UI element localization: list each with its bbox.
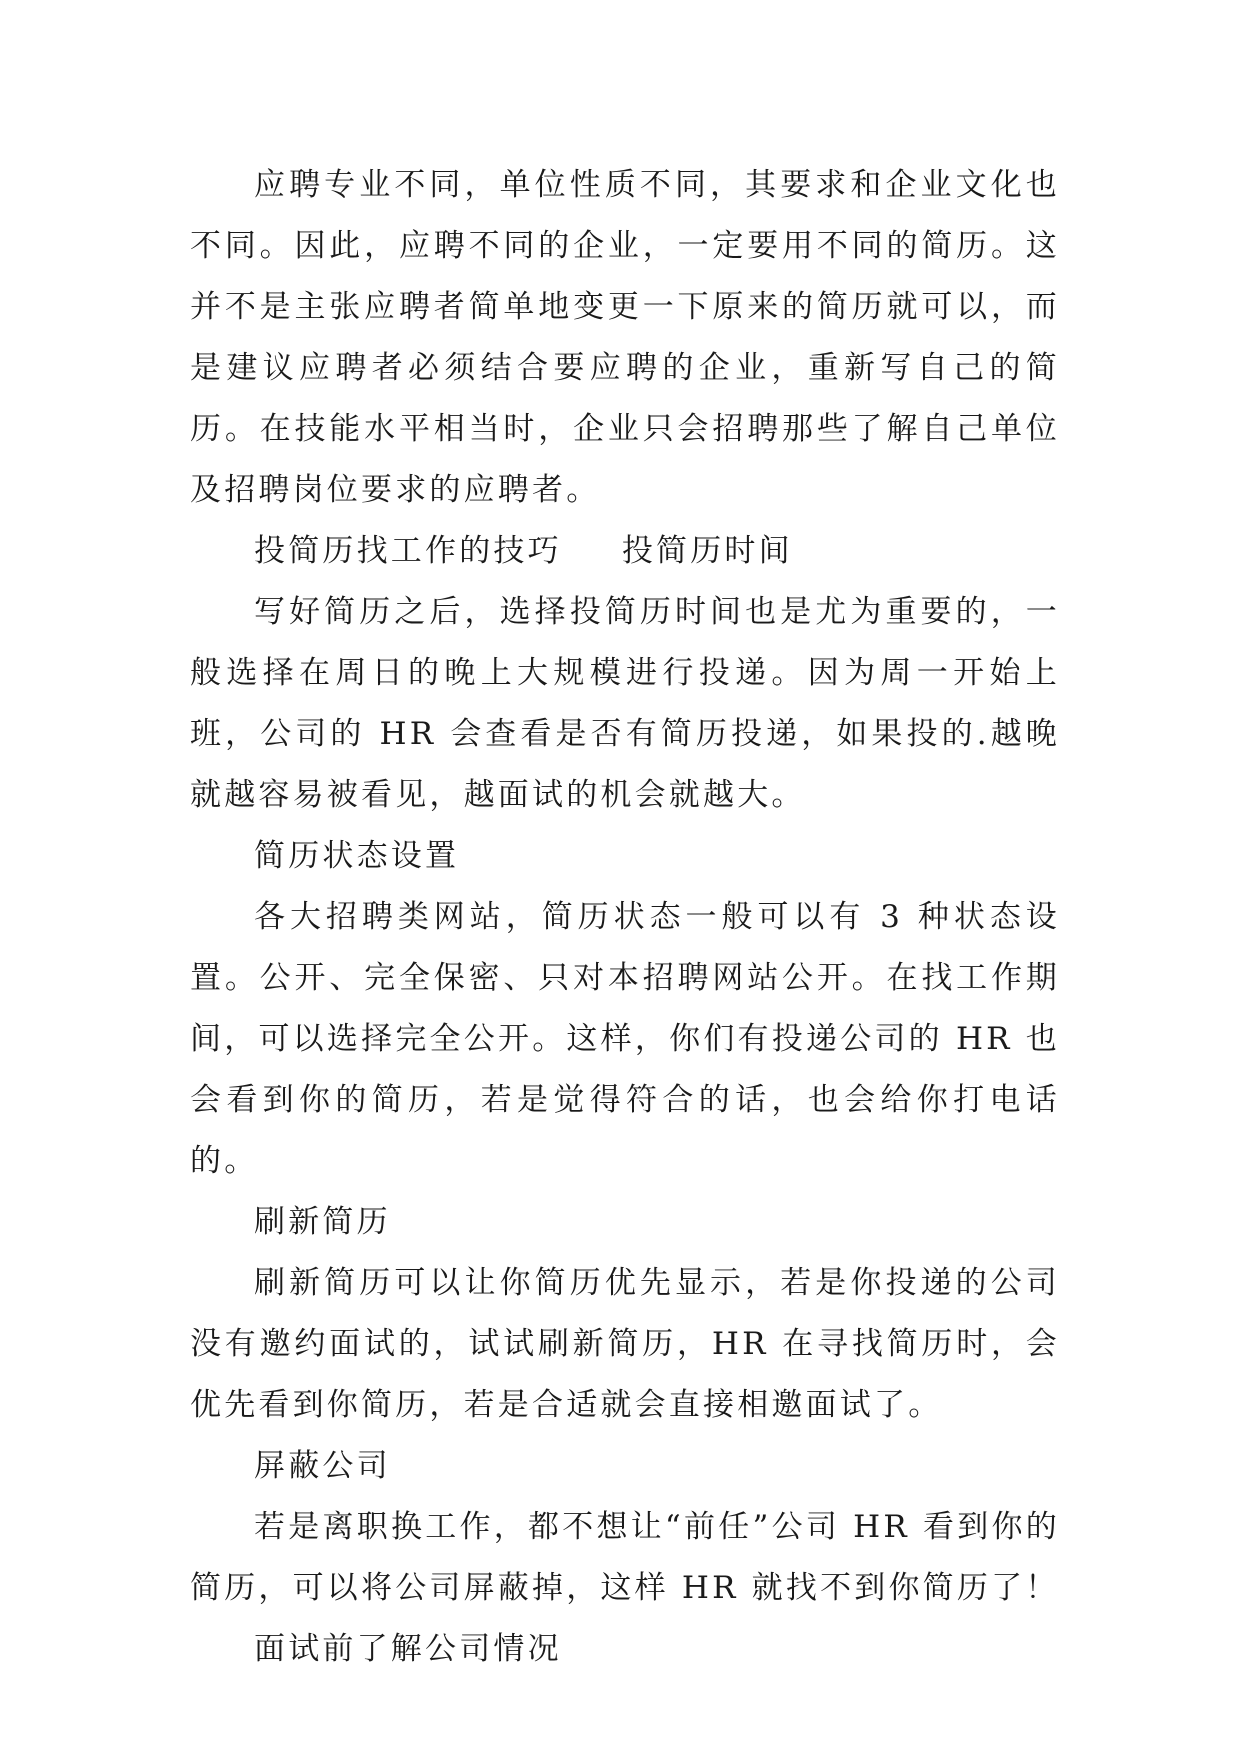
paragraph-resume-status: 各大招聘类网站，简历状态一般可以有 3 种状态设置。公开、完全保密、只对本招聘网站公开。在找工作期间，可以选择完全公开。这样，你们有投递公司的 HR 也会看到你的简历，若是觉得符合的话，也会给你打电话的。	[190, 899, 1060, 1179]
heading-tips: 投简历找工作的技巧	[254, 533, 562, 569]
paragraph-resume-customization: 应聘专业不同，单位性质不同，其要求和企业文化也不同。因此，应聘不同的企业，一定要用不同的简历。这并不是主张应聘者简单地变更一下原来的简历就可以，而是建议应聘者必须结合要应聘的企业，重新写自己的简历。在技能水平相当时，企业只会招聘那些了解自己单位及招聘岗位要求的应聘者。	[190, 167, 1060, 508]
heading-refresh-resume: 刷新简历	[254, 1204, 391, 1240]
document-page	[190, 155, 1060, 1680]
heading-submission-time	[190, 521, 1060, 582]
paragraph-block-company: 若是离职换工作，都不想让“前任”公司 HR 看到你的简历，可以将公司屏蔽掉，这样 HR 就找不到你简历了！	[190, 1509, 1060, 1606]
heading-resume-status: 简历状态设置	[254, 838, 460, 874]
paragraph-refresh-resume: 刷新简历可以让你简历优先显示，若是你投递的公司没有邀约面试的，试试刷新简历，HR 在寻找简历时，会优先看到你简历，若是合适就会直接相邀面试了。	[190, 1265, 1060, 1423]
heading-research-company: 面试前了解公司情况	[254, 1631, 562, 1667]
heading-block-company: 屏蔽公司	[254, 1448, 391, 1484]
paragraph-submission-time: 写好简历之后，选择投简历时间也是尤为重要的，一般选择在周日的晚上大规模进行投递。因为周一开始上班，公司的 HR 会查看是否有简历投递，如果投的.越晚就越容易被看见，越面试的机会就越大。	[190, 594, 1060, 813]
heading-time: 投简历时间	[621, 533, 793, 569]
